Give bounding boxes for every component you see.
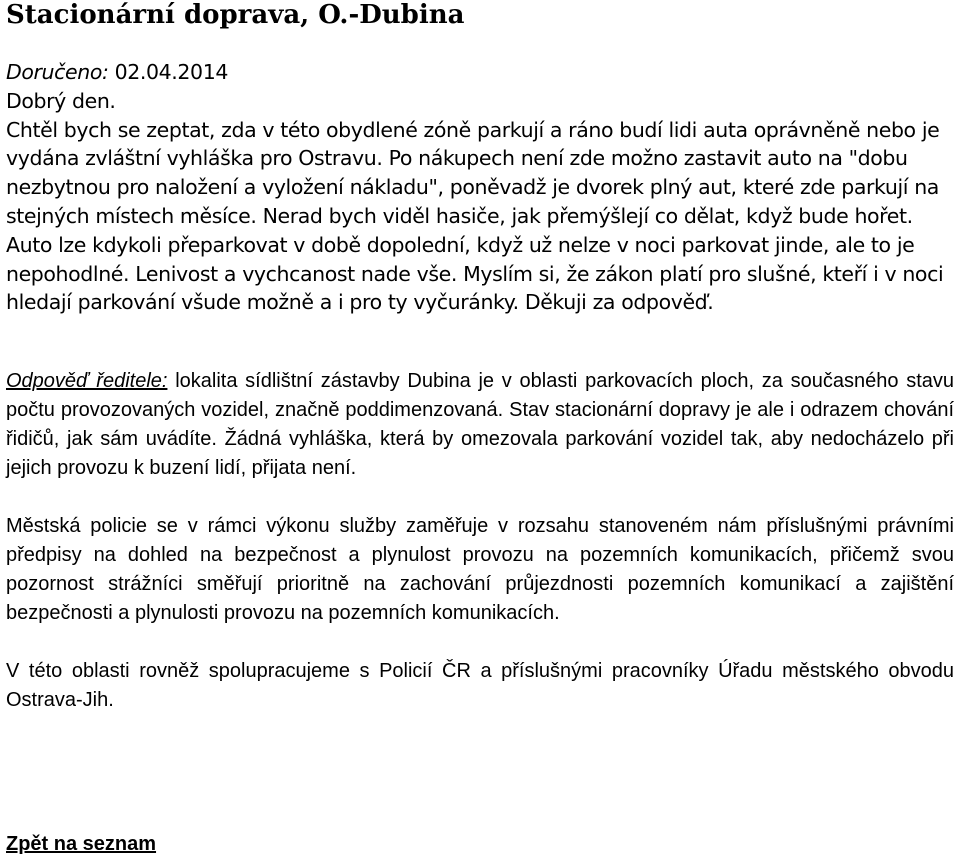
answer-paragraph-3: V této oblasti rovněž spolupracujeme s Policií ČR a příslušnými pracovníky Úřadu městského obvodu Ostrava-Jih.	[6, 660, 954, 712]
delivered-line	[6, 58, 954, 87]
back-to-list-link[interactable]: Zpět na seznam	[6, 833, 157, 855]
article	[6, 0, 954, 715]
answer-label: Odpověď ředitele:	[6, 370, 168, 393]
page-title: Stacionární doprava, O.-Dubina	[6, 0, 465, 30]
answer-paragraph-1	[6, 367, 954, 483]
answer-paragraph-2: Městská policie se v rámci výkonu služby zaměřuje v rozsahu stanoveném nám příslušnými právními předpisy na dohled na bezpečnost a plynulost provozu na pozemních komunikacích, přičemž svou pozornost strážníci směřují prioritně na zachování průjezdnosti pozemních komunikací a zajištění bezpečnosti a plynulosti provozu na pozemních komunikacích.	[6, 515, 954, 625]
answer-text-1: lokalita sídlištní zástavby Dubina je v oblasti parkovacích ploch, za současného stavu počtu provozovaných vozidel, značně poddimenzovaná. Stav stacionární dopravy je ale i odrazem chování řidičů, jak sám uvádíte. Žádná vyhláška, která by omezovala parkování vozidel tak, aby nedocházelo při jejich provozu k buzení lidí, přijata není.	[6, 370, 954, 480]
delivered-label: Doručeno:	[6, 60, 109, 84]
question-greeting: Dobrý den.	[6, 88, 116, 113]
question-block	[6, 58, 954, 317]
question-text: Chtěl bych se zeptat, zda v této obydlené zóně parkují a ráno budí lidi auta oprávněně nebo je vydána zvláštní vyhláška pro Ostravu. Po nákupech není zde možno zastavit auto na "dobu nezbytnou pro naložení a vyložení nákladu", poněvadž je dvorek plný aut, které zde parkují na stejných místech měsíce. Nerad bych viděl hasiče, jak přemýšlejí co dělat, když bude hořet. Auto lze kdykoli přeparkovat v době dopolední, když už nelze v noci parkovat jinde, ale to je nepohodlné. Lenivost a vychcanost nade vše. Myslím si, že zákon platí pro slušné, kteří i v noci hledají parkování všude možně a i pro ty vyčuránky. Děkuji za odpověď.	[6, 117, 944, 315]
delivered-date: 02.04.2014	[114, 60, 228, 84]
